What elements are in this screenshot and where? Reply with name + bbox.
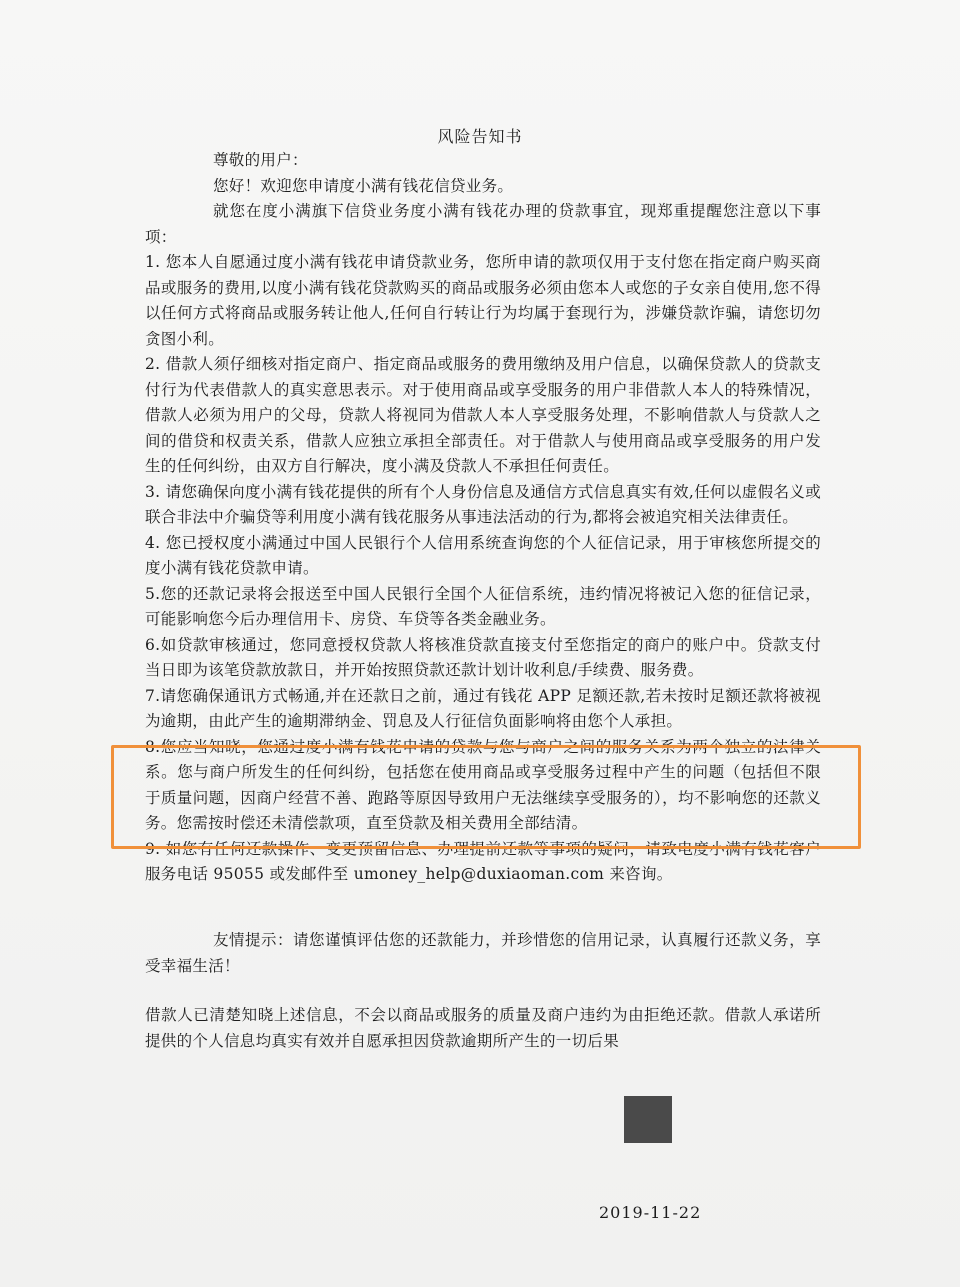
intro-paragraph: 就您在度小满旗下信贷业务度小满有钱花办理的贷款事宜，现郑重提醒您注意以下事项： xyxy=(145,202,821,246)
list-item-3: 3. 请您确保向度小满有钱花提供的所有个人身份信息及通信方式信息真实有效,任何以虚假名义或联合非法中介骗贷等利用度小满有钱花服务从事违法活动的行为,都将会被追究相关法律责任。 xyxy=(145,482,821,526)
list-item-9: 9. 如您有任何还款操作、变更预留信息、办理提前还款等事项的疑问，请致电度小满有钱花客户服务电话 95055 或发邮件至 umoney_help@duxiaoman.com 来咨询。 xyxy=(145,839,821,883)
list-item-7: 7.请您确保通讯方式畅通,并在还款日之前，通过有钱花 APP 足额还款,若未按时足额还款将被视为逾期，由此产生的逾期滞纳金、罚息及人行征信负面影响将由您个人承担。 xyxy=(145,686,821,730)
greeting: 您好！欢迎您申请度小满有钱花信贷业务。 xyxy=(213,176,514,195)
list-item-6: 6.如贷款审核通过，您同意授权贷款人将核准贷款直接支付至您指定的商户的账户中。贷款支付当日即为该笔贷款放款日，并开始按照贷款还款计划计收利息/手续费、服务费。 xyxy=(145,635,821,679)
document-title: 风险告知书 xyxy=(437,127,523,146)
redacted-signature xyxy=(624,1096,672,1143)
closing-section xyxy=(145,1003,821,1054)
document-date: 2019-11-22 xyxy=(599,1203,702,1222)
list-item-5: 5.您的还款记录将会报送至中国人民银行全国个人征信系统，违约情况将被记入您的征信记录，可能影响您今后办理信用卡、房贷、车贷等各类金融业务。 xyxy=(145,584,821,628)
highlight-box xyxy=(111,745,861,849)
friendly-tip: 友情提示：请您谨慎评估您的还款能力，并珍惜您的信用记录，认真履行还款义务，享受幸福生活！ xyxy=(145,931,821,975)
list-item-1: 1. 您本人自愿通过度小满有钱花申请贷款业务，您所申请的款项仅用于支付您在指定商户购买商品或服务的费用,以度小满有钱花贷款购买的商品或服务必须由您本人或您的子女亲自使用,您不得以任何方式将商品或服务转让他人,任何自行转让行为均属于套现行为，涉嫌贷款诈骗，请您切勿贪图小利。 xyxy=(145,253,821,348)
list-item-4: 4. 您已授权度小满通过中国人民银行个人信用系统查询您的个人征信记录，用于审核您所提交的度小满有钱花贷款申请。 xyxy=(145,533,821,577)
tip-section xyxy=(145,928,821,979)
list-item-2: 2. 借款人须仔细核对指定商户、指定商品或服务的费用缴纳及用户信息，以确保贷款人的贷款支付行为代表借款人的真实意思表示。对于使用商品或享受服务的用户非借款人本人的特殊情况，借款人必须为用户的父母，贷款人将视同为借款人本人享受服务处理，不影响借款人与贷款人之间的借贷和权责关系，借款人应独立承担全部责任。对于借款人与使用商品或享受服务的用户发生的任何纠纷，由双方自行解决，度小满及贷款人不承担任何责任。 xyxy=(145,355,821,475)
list-item-8: 8.您应当知晓，您通过度小满有钱花申请的贷款与您与商户之间的服务关系为两个独立的法律关系。您与商户所发生的任何纠纷，包括您在使用商品或享受服务过程中产生的问题（包括但不限于质量问题，因商户经营不善、跑路等原因导致用户无法继续享受服务的），均不影响您的还款义务。您需按时偿还未清偿款项，直至贷款及相关费用全部结清。 xyxy=(145,737,821,832)
salutation: 尊敬的用户： xyxy=(213,151,308,169)
closing-statement: 借款人已清楚知晓上述信息，不会以商品或服务的质量及商户违约为由拒绝还款。借款人承诺所提供的个人信息均真实有效并自愿承担因贷款逾期所产生的一切后果 xyxy=(145,1006,821,1050)
